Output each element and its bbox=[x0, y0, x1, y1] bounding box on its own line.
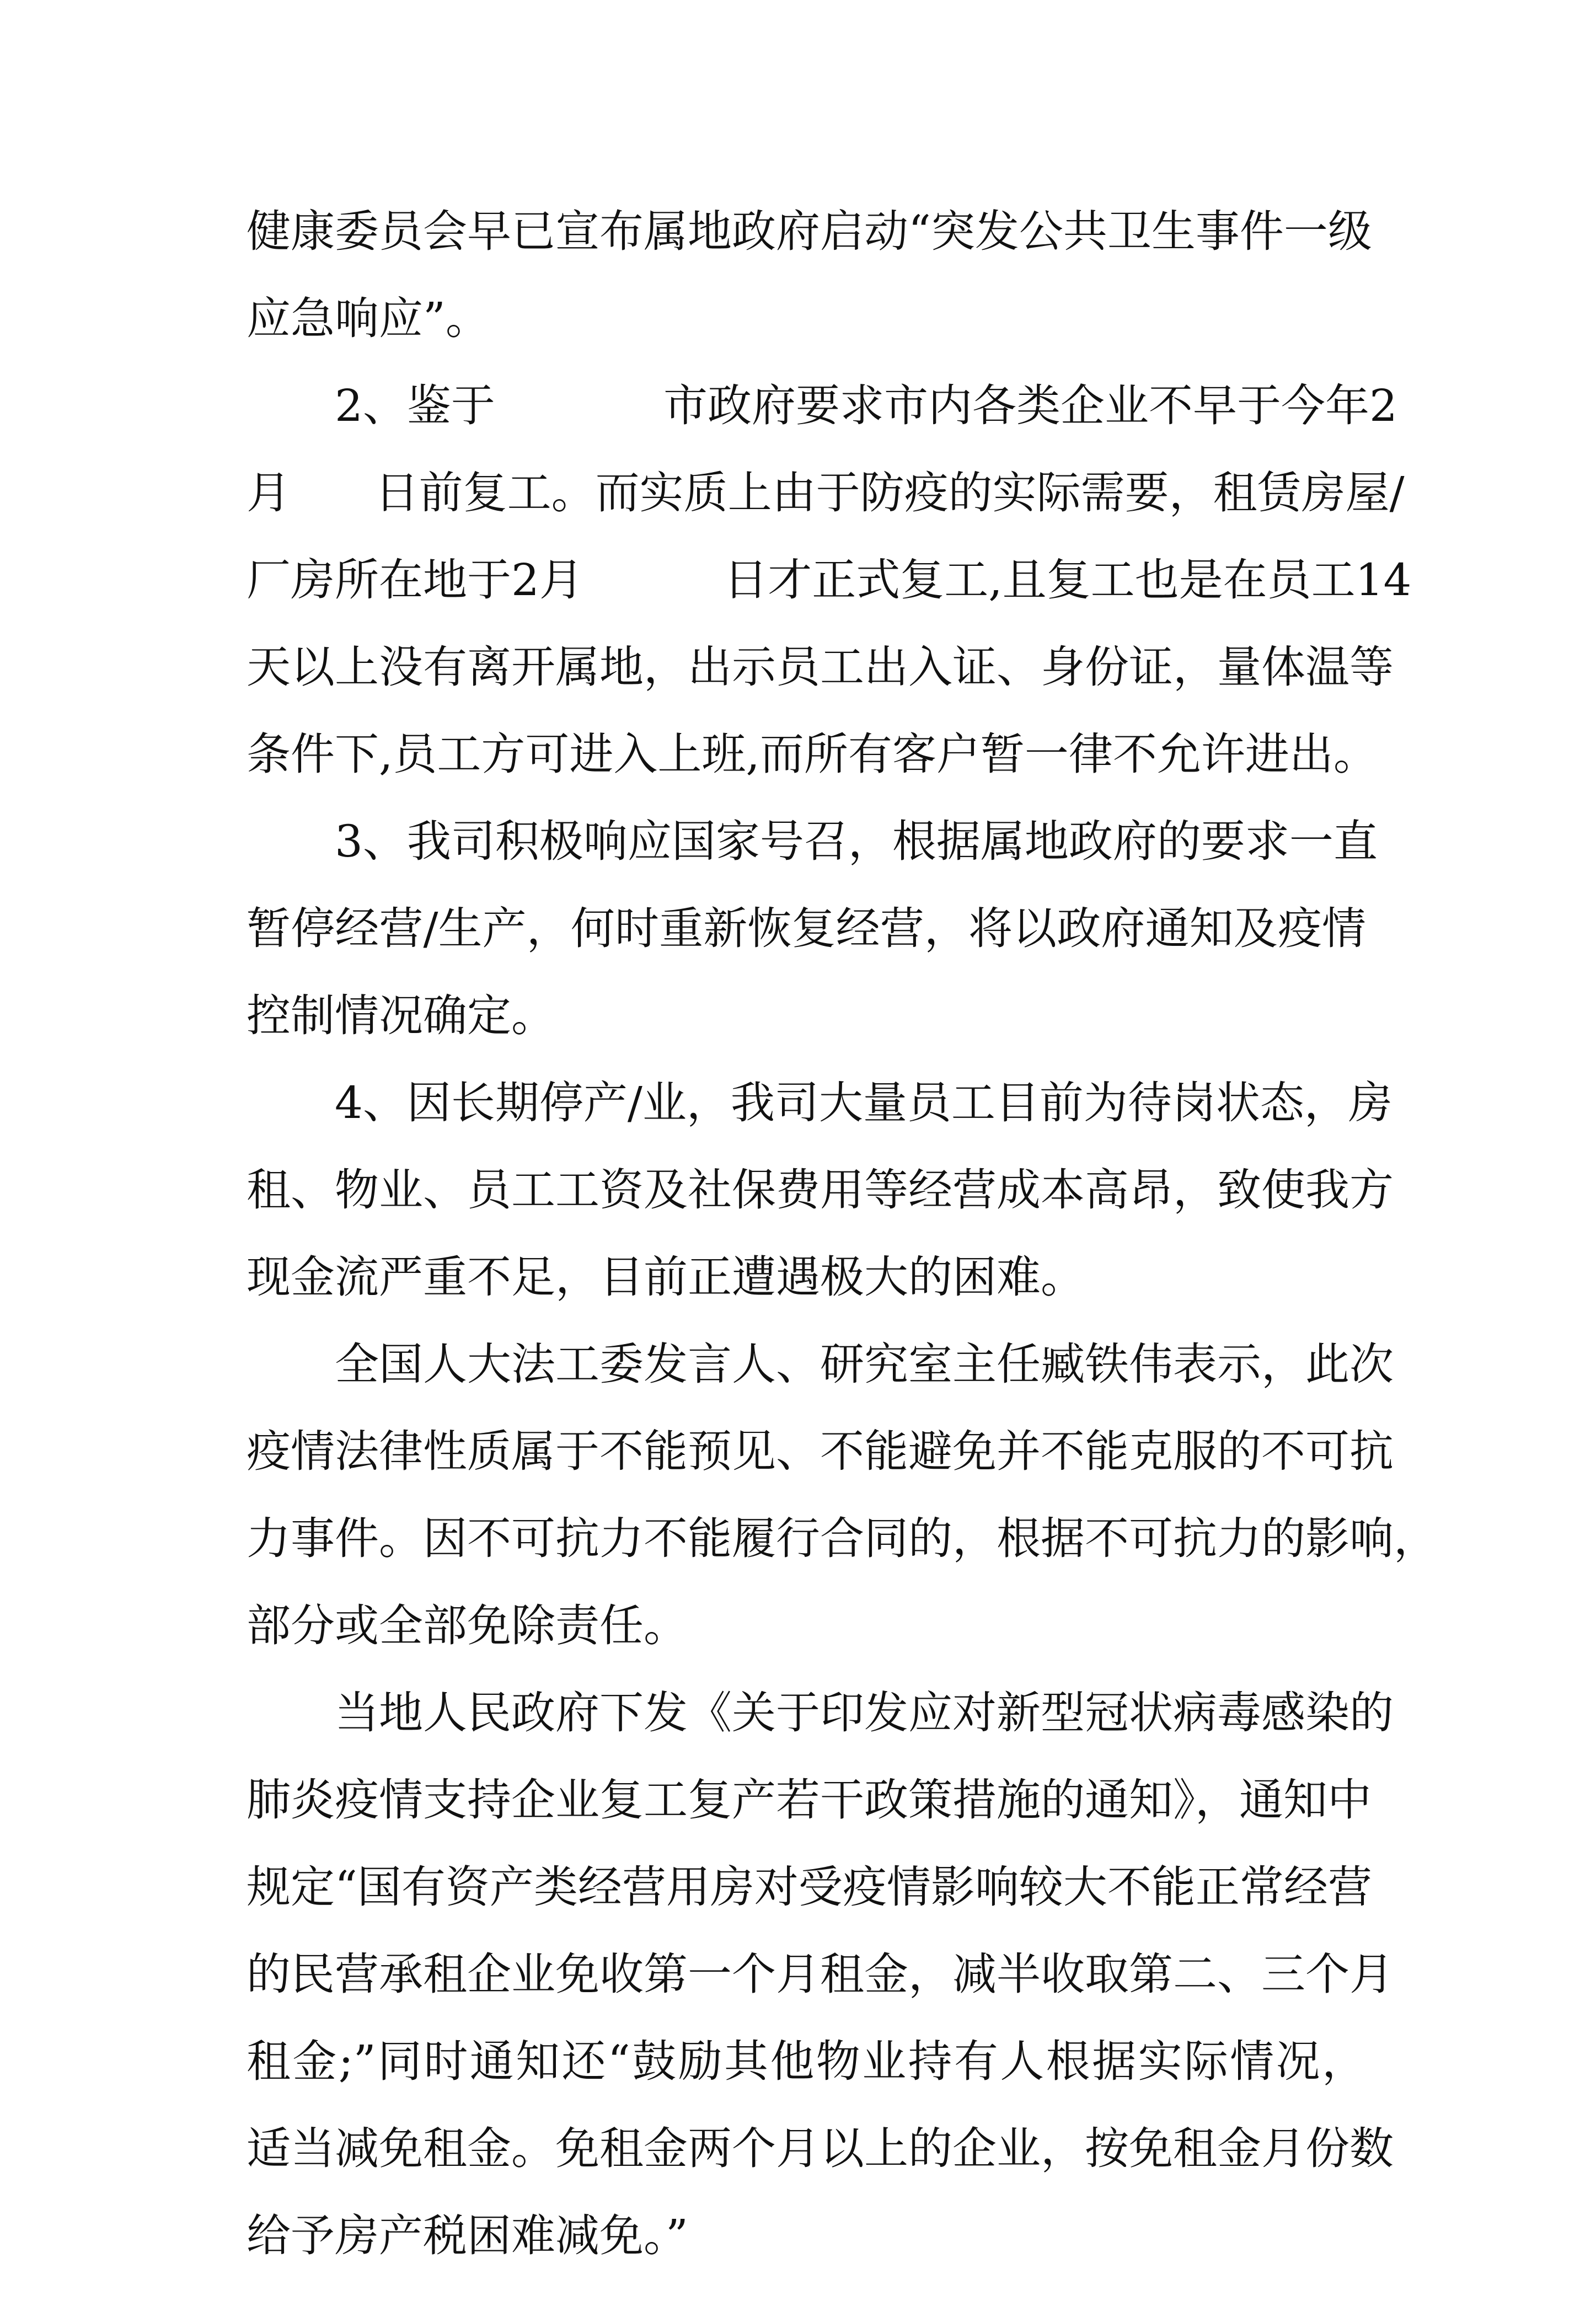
text-line: 现金流严重不足，目前正遭遇极大的困难。 bbox=[247, 1251, 1085, 1303]
text-line: 租、物业、员工工资及社保费用等经营成本高昂，致使我方 bbox=[247, 1164, 1394, 1216]
text-line: 全国人大法工委发言人、研究室主任臧铁伟表示，此次 bbox=[335, 1339, 1394, 1390]
text-line: 肺炎疫情支持企业复工复产若干政策措施的通知》，通知中 bbox=[247, 1774, 1372, 1826]
text-line: 规定“国有资产类经营用房对受疫情影响较大不能正常经营 bbox=[247, 1861, 1372, 1913]
text-line: 暂停经营/生产，何时重新恢复经营，将以政府通知及疫情 bbox=[247, 903, 1366, 954]
paragraph-item-3 bbox=[247, 816, 1378, 1041]
text-line: 适当减免租金。免租金两个月以上的企业，按免租金月份数 bbox=[247, 2123, 1394, 2174]
text-line: 的民营承租企业免收第一个月租金，减半收取第二、三个月 bbox=[247, 1949, 1394, 2000]
paragraph-legal-statement bbox=[247, 1339, 1438, 1651]
paragraph-government-notice bbox=[247, 1687, 1394, 2261]
text-line: 当地人民政府下发《关于印发应对新型冠状病毒感染的 bbox=[335, 1687, 1394, 1738]
text-line: 条件下,员工方可进入上班,而所有客户暂一律不允许进出。 bbox=[247, 729, 1378, 780]
text-line: 健康委员会早已宣布属地政府启动“突发公共卫生事件一级 bbox=[247, 206, 1372, 257]
text-line: 3、我司积极响应国家号召，根据属地政府的要求一直 bbox=[335, 816, 1378, 867]
text-line: 天以上没有离开属地，出示员工出入证、身份证，量体温等 bbox=[247, 641, 1394, 693]
paragraph-item-4 bbox=[247, 1077, 1394, 1303]
text-line: 力事件。因不可抗力不能履行合同的，根据不可抗力的影响， bbox=[247, 1513, 1438, 1564]
paragraph-continuation bbox=[247, 206, 1372, 344]
text-line: 租金;”同时通知还“鼓励其他物业持有人根据实际情况， bbox=[247, 2036, 1366, 2087]
text-line: 厂房所在地于2月 日才正式复工,且复工也是在员工14 bbox=[247, 554, 1412, 606]
text-line: 给予房产税困难减免。” bbox=[247, 2210, 688, 2261]
text-line: 部分或全部免除责任。 bbox=[247, 1600, 688, 1651]
paragraph-item-2 bbox=[247, 380, 1412, 780]
text-line: 疫情法律性质属于不能预见、不能避免并不能克服的不可抗 bbox=[247, 1426, 1394, 1477]
document-page bbox=[247, 206, 1438, 2301]
text-line: 月 日前复工。而实质上由于防疫的实际需要，租赁房屋/ bbox=[247, 467, 1405, 518]
text-line: 2、鉴于 市政府要求市内各类企业不早于今年2 bbox=[335, 380, 1397, 431]
text-line: 控制情况确定。 bbox=[247, 990, 555, 1041]
text-line: 应急响应”。 bbox=[247, 293, 490, 344]
text-line: 4、因长期停产/业，我司大量员工目前为待岗状态，房 bbox=[335, 1077, 1393, 1128]
